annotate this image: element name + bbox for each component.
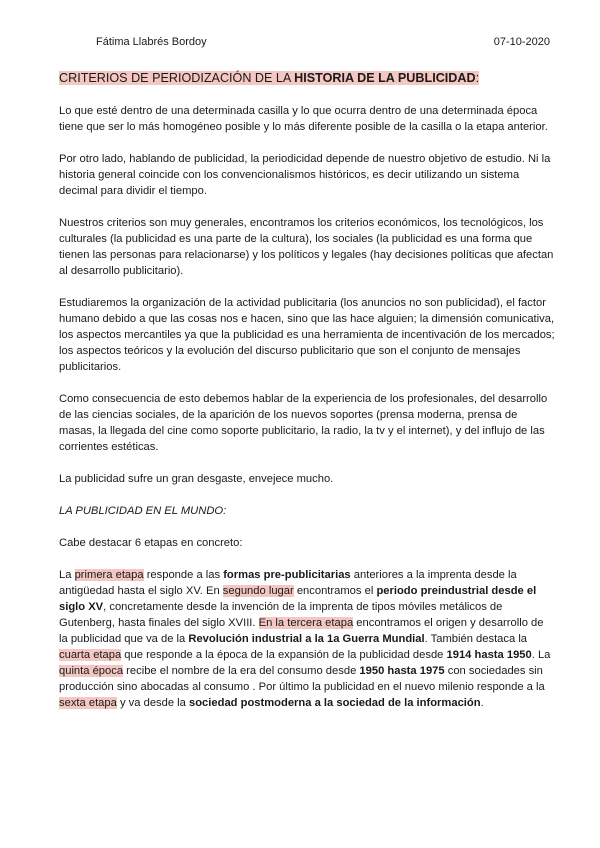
- stage-text: La: [59, 569, 75, 581]
- title-highlight: [59, 71, 479, 85]
- stage-text: encontramos el origen y desarrollo de la publicidad que va de la: [59, 617, 544, 645]
- stage-text: con sociedades sin producción sino abocadas al consumo . Por último la publicidad en el nuevo milenio responde a la: [59, 665, 545, 693]
- section-heading: LA PUBLICIDAD EN EL MUNDO:: [59, 505, 227, 517]
- stage-text: responde a las: [143, 569, 224, 581]
- stage-text: y va desde la: [116, 697, 189, 709]
- stage-bold-text: periodo preindustrial desde el siglo XV: [59, 585, 537, 613]
- document-body: [59, 69, 555, 727]
- stage-text: anteriores a la imprenta desde la antigüedad hasta el siglo XV. En: [59, 569, 517, 597]
- stage-highlight: quinta época: [59, 665, 124, 677]
- stage-text: , concretamente desde la invención de la imprenta de tipos móviles metálicos de Gutenberg, hasta finales del siglo XVIII.: [59, 601, 503, 629]
- paragraph-homogeneity: Lo que esté dentro de una determinada casilla y lo que ocurra dentro de una determinada época tiene que ser lo más homogéneo posible y lo más diferente posible de la casilla o la etapa anterior.: [59, 105, 548, 133]
- paragraph-stages: [59, 567, 555, 711]
- stage-bold-text: Revolución industrial a la 1a Guerra Mundial: [188, 633, 425, 645]
- paragraph-organization: Estudiaremos la organización de la actividad publicitaria (los anuncios no son publicidad), el factor humano debido a que las cosas nos e hacen, sino que las hace alguien; la dimensión comunicativa, los aspectos mercantiles ya que la publicidad es una herramienta de incentivación de los mercados; los aspectos teóricos y la evolución del discurso publicitario que son el conjunto de mensajes publicitarios.: [59, 297, 555, 373]
- stage-bold-text: formas pre-publicitarias: [223, 569, 351, 581]
- title-suffix: :: [475, 71, 480, 85]
- stage-text: encontramos el: [293, 585, 377, 597]
- stages-intro: Cabe destacar 6 etapas en concreto:: [59, 537, 243, 549]
- stage-highlight: primera etapa: [74, 569, 144, 581]
- title-prefix: CRITERIOS DE PERIODIZACIÓN DE LA: [59, 71, 295, 85]
- stage-text: . La: [531, 649, 551, 661]
- stage-highlight: segundo lugar: [222, 585, 294, 597]
- stage-highlight: En la tercera etapa: [258, 617, 354, 629]
- stage-text: . También destaca la: [424, 633, 528, 645]
- author-name: Fátima Llabrés Bordoy: [96, 36, 207, 48]
- document-date: 07-10-2020: [493, 36, 550, 48]
- document-title: [59, 69, 555, 87]
- stage-highlight: sexta etapa: [59, 697, 117, 709]
- stage-bold-text: 1914 hasta 1950: [446, 649, 532, 661]
- stage-text: que responde a la época de la expansión de la publicidad desde: [121, 649, 447, 661]
- stage-bold-text: sociedad postmoderna a la sociedad de la información: [189, 697, 481, 709]
- stage-bold-text: 1950 hasta 1975: [359, 665, 445, 677]
- stage-text: recibe el nombre de la era del consumo desde: [123, 665, 360, 677]
- stage-text: .: [480, 697, 484, 709]
- paragraph-criteria: Nuestros criterios son muy generales, encontramos los criterios económicos, los tecnológicos, los culturales (la publicidad es una parte de la cultura), los sociales (la publicidad es una forma que tienen las personas para relacionarse) y los políticos y legales (hay decisiones políticas que afectan al desarrollo publicitario).: [59, 217, 554, 277]
- page-header: [96, 36, 550, 52]
- paragraph-wear: La publicidad sufre un gran desgaste, envejece mucho.: [59, 473, 334, 485]
- paragraph-periodicity: Por otro lado, hablando de publicidad, la periodicidad depende de nuestro objetivo de estudio. Ni la historia general coincide con los convencionalismos históricos, es decir utilizando un sistema decimal para dividir el tiempo.: [59, 153, 551, 197]
- paragraph-consequences: Como consecuencia de esto debemos hablar de la experiencia de los profesionales, del desarrollo de las ciencias sociales, de la aparición de los nuevos soportes (prensa moderna, prensa de masas, la llegada del cine como soporte publicitario, la radio, la tv y el internet), y del influjo de las corrientes estéticas.: [59, 393, 548, 453]
- stage-highlight: cuarta etapa: [59, 649, 122, 661]
- title-bold: HISTORIA DE LA PUBLICIDAD: [294, 71, 476, 85]
